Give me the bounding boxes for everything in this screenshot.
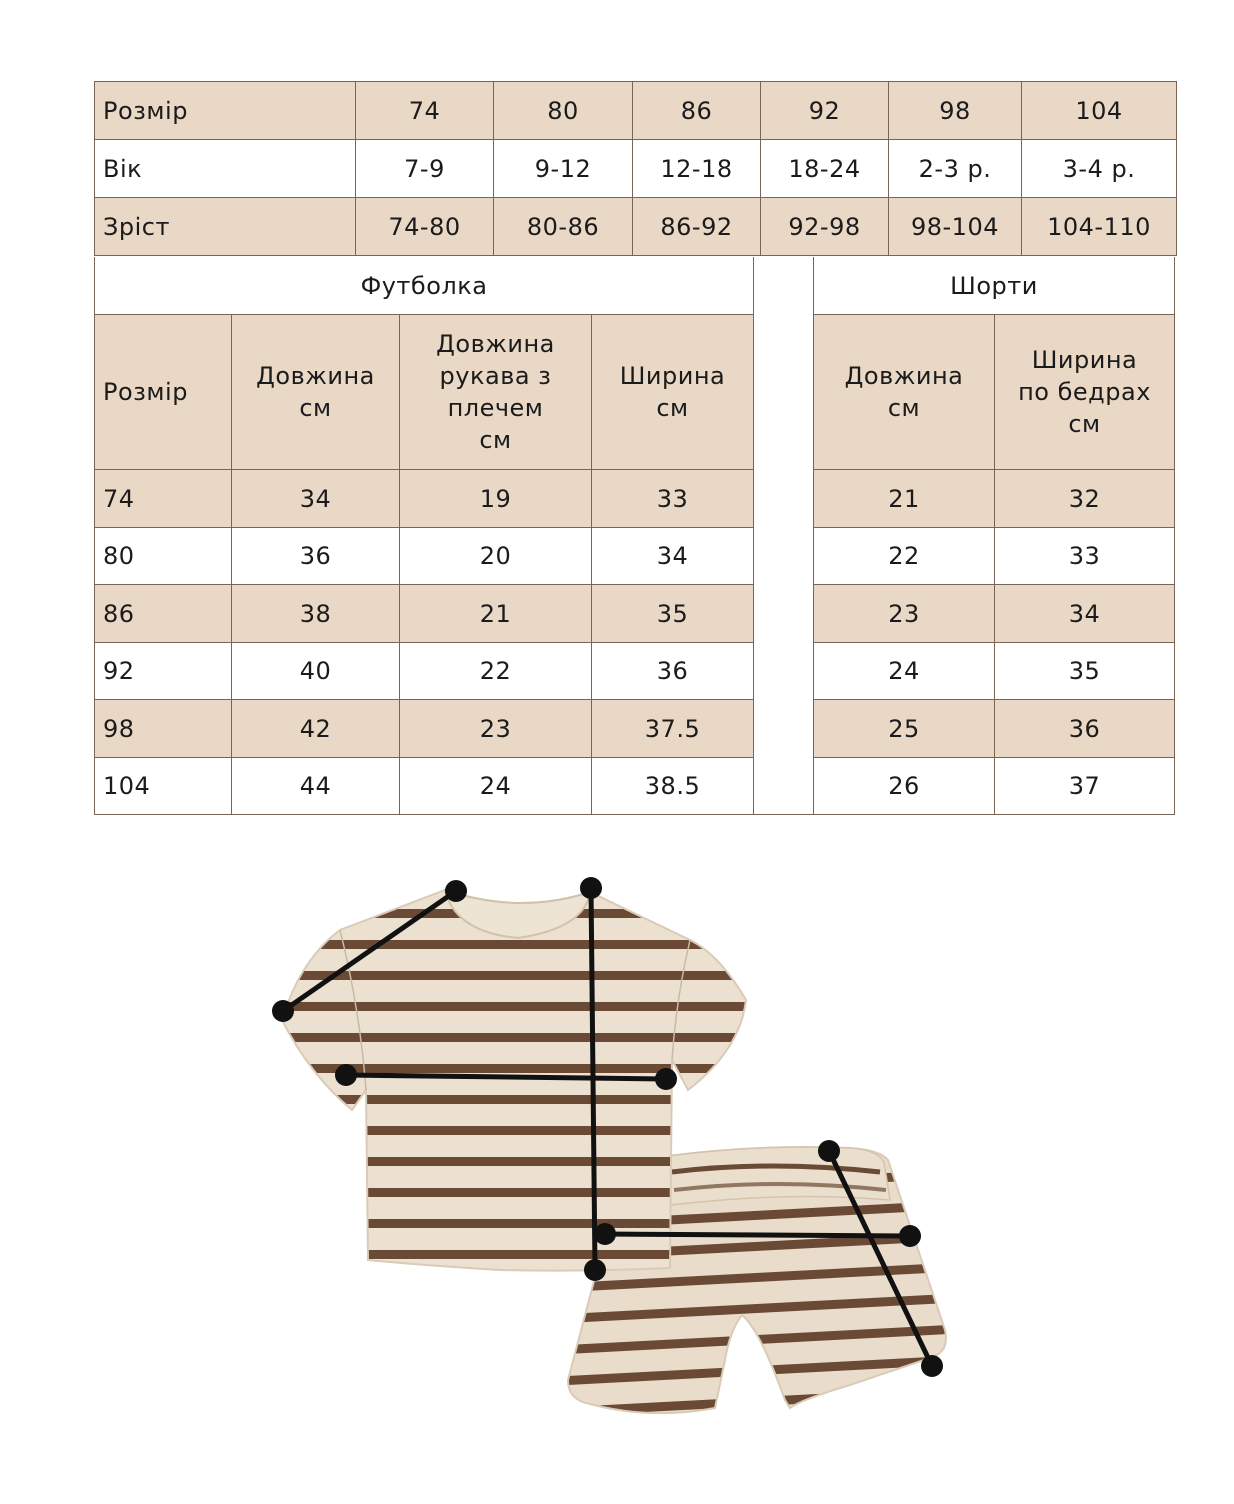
measure-point bbox=[580, 877, 602, 899]
section-title-shorts: Шорти bbox=[814, 257, 1175, 315]
sleeve-length-cell: 23 bbox=[400, 700, 592, 758]
height-cell: 80-86 bbox=[494, 198, 633, 256]
tshirt-width-cell: 34 bbox=[592, 528, 754, 585]
row-label-age: Вік bbox=[95, 140, 356, 198]
tshirt-length-cell: 44 bbox=[232, 758, 400, 815]
tshirt-length-cell: 42 bbox=[232, 700, 400, 758]
tshirt-width-cell: 35 bbox=[592, 585, 754, 643]
row-label-size: Розмір bbox=[95, 82, 356, 140]
hip-width-cell: 33 bbox=[995, 528, 1175, 585]
shorts-length-cell: 22 bbox=[814, 528, 995, 585]
age-cell: 18-24 bbox=[761, 140, 889, 198]
tshirt-length-cell: 40 bbox=[232, 643, 400, 700]
sleeve-length-cell: 24 bbox=[400, 758, 592, 815]
height-cell: 92-98 bbox=[761, 198, 889, 256]
measure-point bbox=[335, 1064, 357, 1086]
row-label-height: Зріст bbox=[95, 198, 356, 256]
measure-point bbox=[655, 1068, 677, 1090]
header-sleeve-length: Довжина рукава з плечем см bbox=[400, 315, 592, 470]
age-cell: 2-3 р. bbox=[889, 140, 1022, 198]
shorts-length-cell: 23 bbox=[814, 585, 995, 643]
table-row-size: 104 bbox=[95, 758, 232, 815]
size-cell: 74 bbox=[356, 82, 494, 140]
sleeve-length-cell: 19 bbox=[400, 470, 592, 528]
tshirt-shorts-drawing bbox=[0, 860, 1234, 1500]
size-cell: 98 bbox=[889, 82, 1022, 140]
height-cell: 74-80 bbox=[356, 198, 494, 256]
header-tshirt-length: Довжина см bbox=[232, 315, 400, 470]
measure-point bbox=[272, 1000, 294, 1022]
table-row-size: 80 bbox=[95, 528, 232, 585]
header-size: Розмір bbox=[95, 315, 232, 470]
table-row-size: 98 bbox=[95, 700, 232, 758]
tshirt-width-cell: 37.5 bbox=[592, 700, 754, 758]
header-tshirt-width: Ширина см bbox=[592, 315, 754, 470]
measure-point bbox=[818, 1140, 840, 1162]
tshirt-width-cell: 38.5 bbox=[592, 758, 754, 815]
sleeve-length-cell: 22 bbox=[400, 643, 592, 700]
header-hip-width: Ширина по бедрах см bbox=[995, 315, 1175, 470]
hip-width-cell: 32 bbox=[995, 470, 1175, 528]
hip-width-cell: 37 bbox=[995, 758, 1175, 815]
sleeve-length-cell: 20 bbox=[400, 528, 592, 585]
measure-point bbox=[584, 1259, 606, 1281]
measure-point bbox=[921, 1355, 943, 1377]
size-age-height-table bbox=[94, 81, 1177, 256]
shorts-length-cell: 24 bbox=[814, 643, 995, 700]
height-cell: 86-92 bbox=[633, 198, 761, 256]
tshirt-length-cell: 36 bbox=[232, 528, 400, 585]
shorts-length-cell: 21 bbox=[814, 470, 995, 528]
hip-width-line bbox=[605, 1234, 910, 1236]
size-cell: 104 bbox=[1022, 82, 1177, 140]
tshirt-length-cell: 34 bbox=[232, 470, 400, 528]
shorts-length-cell: 25 bbox=[814, 700, 995, 758]
table-row-size: 74 bbox=[95, 470, 232, 528]
measure-point bbox=[594, 1223, 616, 1245]
table-gap-column bbox=[754, 257, 814, 815]
hip-width-cell: 36 bbox=[995, 700, 1175, 758]
hip-width-cell: 34 bbox=[995, 585, 1175, 643]
table-row-size: 92 bbox=[95, 643, 232, 700]
header-shorts-length: Довжина см bbox=[814, 315, 995, 470]
age-cell: 3-4 р. bbox=[1022, 140, 1177, 198]
hip-width-cell: 35 bbox=[995, 643, 1175, 700]
age-cell: 7-9 bbox=[356, 140, 494, 198]
table-row-size: 86 bbox=[95, 585, 232, 643]
size-cell: 86 bbox=[633, 82, 761, 140]
measure-point bbox=[899, 1225, 921, 1247]
age-cell: 9-12 bbox=[494, 140, 633, 198]
tshirt-width-cell: 33 bbox=[592, 470, 754, 528]
height-cell: 104-110 bbox=[1022, 198, 1177, 256]
size-cell: 92 bbox=[761, 82, 889, 140]
sleeve-length-cell: 21 bbox=[400, 585, 592, 643]
size-cell: 80 bbox=[494, 82, 633, 140]
section-title-tshirt: Футболка bbox=[95, 257, 754, 315]
tshirt-width-cell: 36 bbox=[592, 643, 754, 700]
measure-point bbox=[445, 880, 467, 902]
garment-illustration bbox=[0, 860, 1234, 1500]
measurements-table bbox=[94, 257, 1177, 815]
tshirt-length-cell: 38 bbox=[232, 585, 400, 643]
shorts-length-cell: 26 bbox=[814, 758, 995, 815]
age-cell: 12-18 bbox=[633, 140, 761, 198]
height-cell: 98-104 bbox=[889, 198, 1022, 256]
